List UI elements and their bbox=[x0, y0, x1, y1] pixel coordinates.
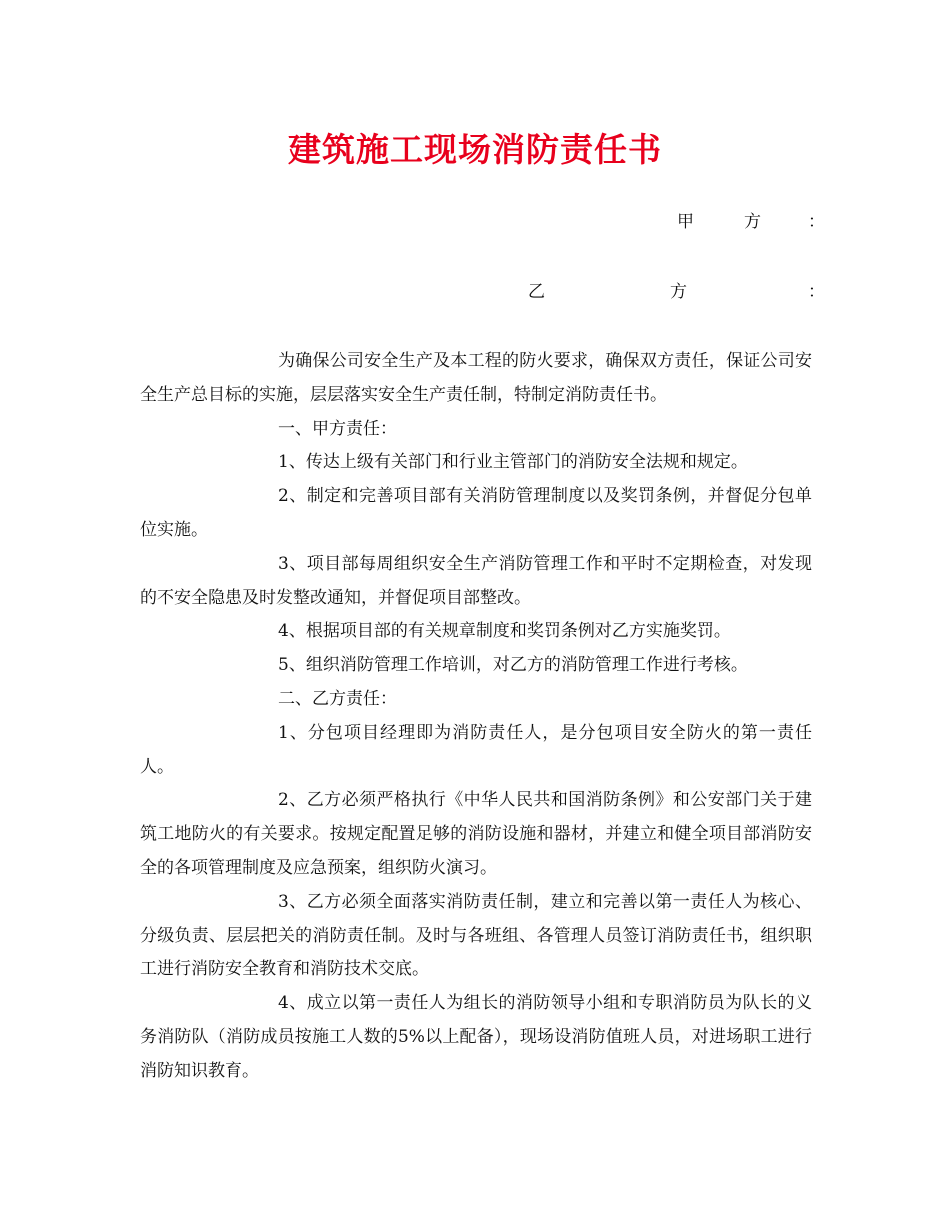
party-a-label-char2: 方 bbox=[744, 212, 761, 232]
party-a-item-1: 1、传达上级有关部门和行业主管部门的消防安全法规和规定。 bbox=[278, 452, 748, 473]
party-a-label-char1: 甲 bbox=[677, 212, 694, 232]
party-b-label-char2: 方 bbox=[670, 282, 687, 302]
party-b-item-4: 4、成立以第一责任人为组长的消防领导小组和专职消防员为队长的义务消防队（消防成员按施工人数的5%以上配备），现场设消防值班人员，对进场职工进行消防知识教育。 bbox=[140, 993, 812, 1081]
party-a-item-4: 4、根据项目部的有关规章制度和奖罚条例对乙方实施奖罚。 bbox=[278, 621, 731, 642]
party-a-item-3: 3、项目部每周组织安全生产消防管理工作和平时不定期检查，对发现的不安全隐患及时发整改通知，并督促项目部整改。 bbox=[140, 553, 812, 608]
party-b-item-1: 1、分包项目经理即为消防责任人，是分包项目安全防火的第一责任人。 bbox=[140, 722, 812, 777]
party-b-item-2: 2、乙方必须严格执行《中华人民共和国消防条例》和公安部门关于建筑工地防火的有关要求。按规定配置足够的消防设施和器材，并建立和健全项目部消防安全的各项管理制度及应急预案，组织防火演习。 bbox=[140, 790, 812, 878]
intro-paragraph: 为确保公司安全生产及本工程的防火要求，确保双方责任，保证公司安全生产总目标的实施，层层落实安全生产责任制，特制定消防责任书。 bbox=[140, 351, 812, 405]
party-a-item-2: 2、制定和完善项目部有关消防管理制度以及奖罚条例，并督促分包单位实施。 bbox=[140, 486, 812, 540]
party-b-label-char1: 乙 bbox=[528, 282, 545, 302]
party-b-colon: ： bbox=[808, 282, 825, 302]
document-title: 建筑施工现场消防责任书 bbox=[288, 130, 662, 169]
document-body bbox=[140, 345, 812, 1089]
party-a-item-5: 5、组织消防管理工作培训，对乙方的消防管理工作进行考核。 bbox=[278, 655, 748, 676]
section-heading-party-b: 二、乙方责任： bbox=[278, 688, 397, 709]
section-heading-party-a: 一、甲方责任： bbox=[278, 418, 397, 439]
party-b-item-3: 3、乙方必须全面落实消防责任制，建立和完善以第一责任人为核心、分级负责、层层把关的消防责任制。及时与各班组、各管理人员签订消防责任书，组织职工进行消防安全教育和消防技术交底。 bbox=[140, 891, 812, 980]
party-a-colon: ： bbox=[808, 212, 825, 232]
